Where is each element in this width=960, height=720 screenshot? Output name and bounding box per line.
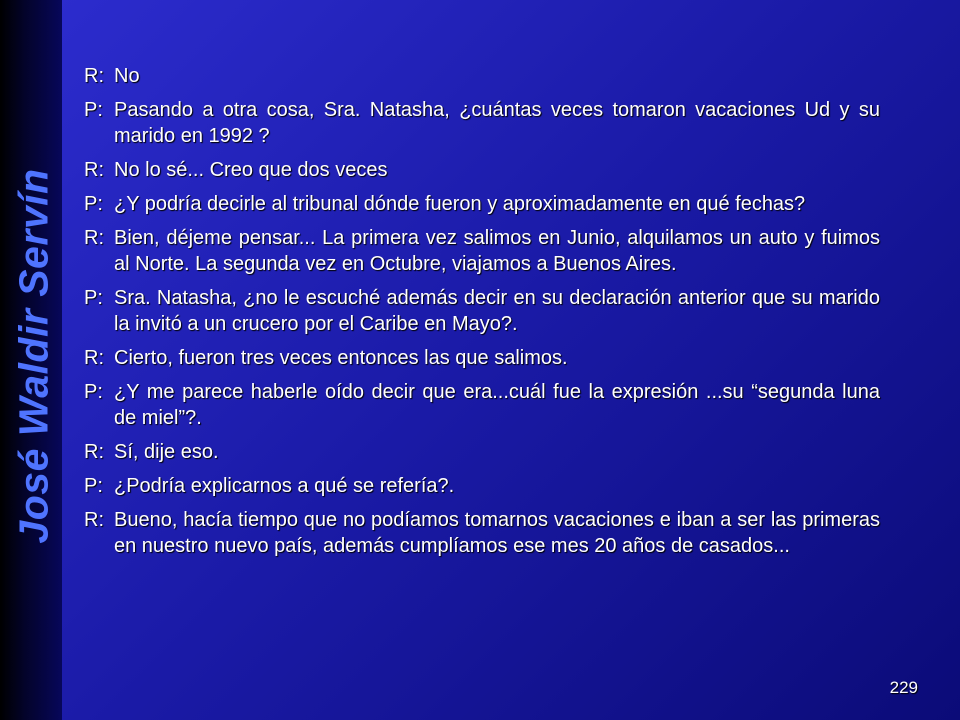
utterance-text: Pasando a otra cosa, Sra. Natasha, ¿cuántas veces tomaron vacaciones Ud y su marido en 1992 ? (114, 99, 880, 147)
dialogue-line (84, 379, 880, 431)
dialogue-line (84, 439, 880, 465)
dialogue-line (84, 285, 880, 337)
speaker-label: R: (84, 509, 104, 531)
speaker-label: R: (84, 227, 104, 249)
utterance-text: ¿Y me parece haberle oído decir que era...cuál fue la expresión ...su “segunda luna de miel”?. (114, 381, 880, 429)
utterance-text: Sra. Natasha, ¿no le escuché además decir en su declaración anterior que su marido la invitó a un crucero por el Caribe en Mayo?. (114, 287, 880, 335)
slide-number: 229 (889, 678, 918, 697)
speaker-label: P: (84, 193, 103, 215)
dialogue-line (84, 157, 880, 183)
dialogue-line (84, 345, 880, 371)
utterance-text: No lo sé... Creo que dos veces (114, 159, 388, 181)
speaker-label: P: (84, 381, 103, 403)
speaker-label: P: (84, 99, 103, 121)
dialogue-line (84, 507, 880, 559)
dialogue-transcript (84, 63, 880, 567)
speaker-label: R: (84, 441, 104, 463)
speaker-label: P: (84, 287, 103, 309)
speaker-label: R: (84, 347, 104, 369)
speaker-label: R: (84, 65, 104, 87)
speaker-label: P: (84, 475, 103, 497)
dialogue-line (84, 473, 880, 499)
dialogue-line (84, 97, 880, 149)
utterance-text: Bien, déjeme pensar... La primera vez salimos en Junio, alquilamos un auto y fuimos al Norte. La segunda vez en Octubre, viajamos a Buenos Aires. (114, 227, 880, 275)
dialogue-line (84, 63, 880, 89)
utterance-text: Cierto, fueron tres veces entonces las que salimos. (114, 347, 568, 369)
utterance-text: ¿Y podría decirle al tribunal dónde fueron y aproximadamente en qué fechas? (114, 193, 806, 215)
dialogue-line (84, 225, 880, 277)
utterance-text: Sí, dije eso. (114, 441, 219, 463)
author-title: José Waldir Servín (10, 168, 57, 544)
dialogue-line (84, 191, 880, 217)
speaker-label: R: (84, 159, 104, 181)
sidebar (0, 0, 62, 720)
utterance-text: Bueno, hacía tiempo que no podíamos tomarnos vacaciones e iban a ser las primeras en nuestro nuevo país, además cumplíamos ese mes 20 años de casados... (114, 509, 880, 557)
utterance-text: No (114, 65, 140, 87)
utterance-text: ¿Podría explicarnos a qué se refería?. (114, 475, 455, 497)
